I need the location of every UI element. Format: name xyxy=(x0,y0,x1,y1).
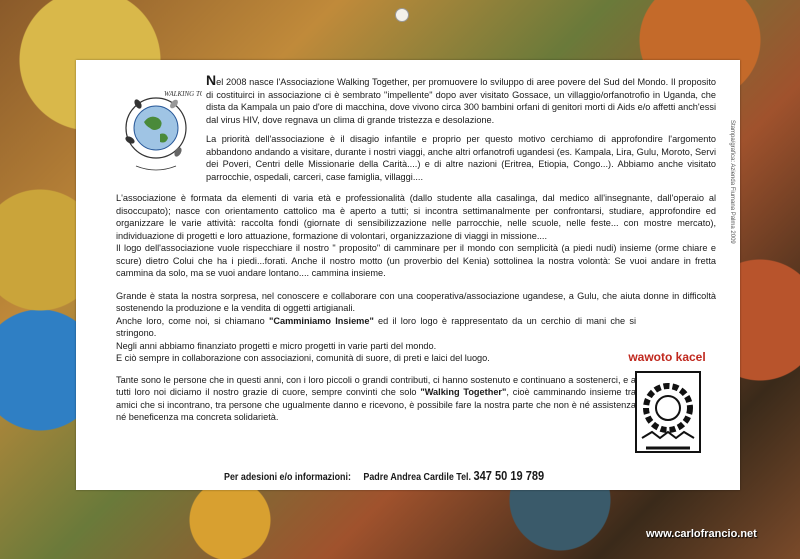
wawoto-title: wawoto kacel xyxy=(628,350,706,364)
paragraph-cooperative-c: Negli anni abbiamo finanziato progetti e micro progetti in varie parti del mondo. xyxy=(116,340,437,351)
paragraph-association: L'associazione è formata da elementi di varia età e professionalità (dallo studente alla casalinga, dal medico all'insegnante, dall'operaio al disoccupato); nasce con orientamento cattolico ma è aperto a tutti; si incontra settimanalmente per confrontarsi, studiare, approfondire ed organizzare le varie attività: raccolta fondi (giornate di sensibilizzazione nelle parrocchie, nelle scuole, nelle feste... con mostre mercato), individuazione di progetti e loro attuazione, formazione di volontari, organizzazione di viaggi in missione.... xyxy=(116,193,716,241)
paragraph-logo: Il logo dell'associazione vuole rispecchiare il nostro " proposito" di camminare per il mondo con semplicità (a piedi nudi) insieme (orme chiare e scure) dietro Colui che ha i piedi...forati. Anche il nostro motto (un proverbio del Kenia) sottolinea la nostra volontà: Se vuoi andare in fretta cammina da solo, ma se vuoi andare lontano.... cammina insieme. xyxy=(116,243,716,278)
walking-together-label: "Walking Together" xyxy=(420,387,507,397)
punch-hole xyxy=(395,8,409,22)
dropcap: N xyxy=(206,72,217,88)
watermark: www.carlofrancio.net xyxy=(646,528,757,540)
contact-name: Padre Andrea Cardile Tel. xyxy=(363,471,472,483)
hands-circle-logo-icon xyxy=(622,368,714,464)
wawoto-kacel-logo xyxy=(618,350,716,470)
paragraph-cooperative-d: E ciò sempre in collaborazione con associazioni, comunità di suore, di preti e laici del luogo. xyxy=(116,353,490,363)
camminiamo-insieme-label: "Camminiamo Insieme" xyxy=(268,315,374,326)
paragraph-thanks-post: , cioè camminando insieme tra amici che si incontrano, tra persone che ugualmente danno e ricevono, è possibile fare la nostra parte che non è né assistenza né beneficenza ma concreta solidarietà. xyxy=(116,387,636,422)
logo-text: WALKING T xyxy=(164,90,200,98)
info-card xyxy=(76,60,740,490)
paragraph-thanks-pre: Tante sono le persone che in questi anni, con i loro piccoli o grandi contributi, ci hanno sostenuto e continuano a sostenerci, e a tutti loro noi diciamo il nostro grazie di cuore, sempre convinti che solo xyxy=(116,374,636,397)
paragraph-cooperative-b-post: ed il loro logo è rappresentato da un cerchio di mani che si stringono. xyxy=(116,315,636,338)
paragraph-cooperative-b xyxy=(116,315,636,340)
paragraph-intro xyxy=(116,74,716,126)
contact-label: Per adesioni e/o informazioni: xyxy=(224,471,351,483)
contact-line xyxy=(224,468,544,483)
paragraph-priority: La priorità dell'associazione è il disagio infantile e proprio per questo motivo cerchiamo di approfondire l'argomento abbandono andando a visitare, durante i nostri viaggi, anche altri orfanotrofi ugandesi (es. Kampala, Lira, Gulu, Moroto, Servi dei Poveri, Centri delle Missionarie della Carità....) e di altre nazioni (Eritrea, Etiopia, Congo...). Abbiamo anche visitato parrocchie, ospedali, carceri, case famiglia, villaggi.... xyxy=(206,134,716,182)
side-note: Stampa/grafica: Azienda Fiumana Palma 2009 xyxy=(729,120,735,244)
paragraph-thanks xyxy=(116,374,636,424)
paragraph-cooperative-a: Grande è stata la nostra sorpresa, nel conoscere e collaborare con una cooperativa/associazione ugandese, a Gulu, che aiuta donne in difficoltà sostenendo la produzione e la vendita di oggetti artigianali. xyxy=(116,290,716,313)
contact-phone: 347 50 19 789 xyxy=(473,468,545,483)
paragraph-cooperative-b-pre: Anche loro, come noi, si chiamano xyxy=(116,315,269,326)
paragraph-intro-text: el 2008 nasce l'Associazione Walking Together, per promuovere lo sviluppo di aree povere del Sud del Mondo. Il proposito di costituirci in associazione ci è sembrato "impellente" dopo aver visitato Gossace, un villaggio/orfanotrofio in Uganda, che dista da Kampala un paio d'ore di macchina, dove vivono circa 300 bambini orfani di genitori morti di Aids e/o affetti anch'essi dal virus HIV, dove regnava un clima di grande tristezza e desolazione. xyxy=(206,77,716,125)
